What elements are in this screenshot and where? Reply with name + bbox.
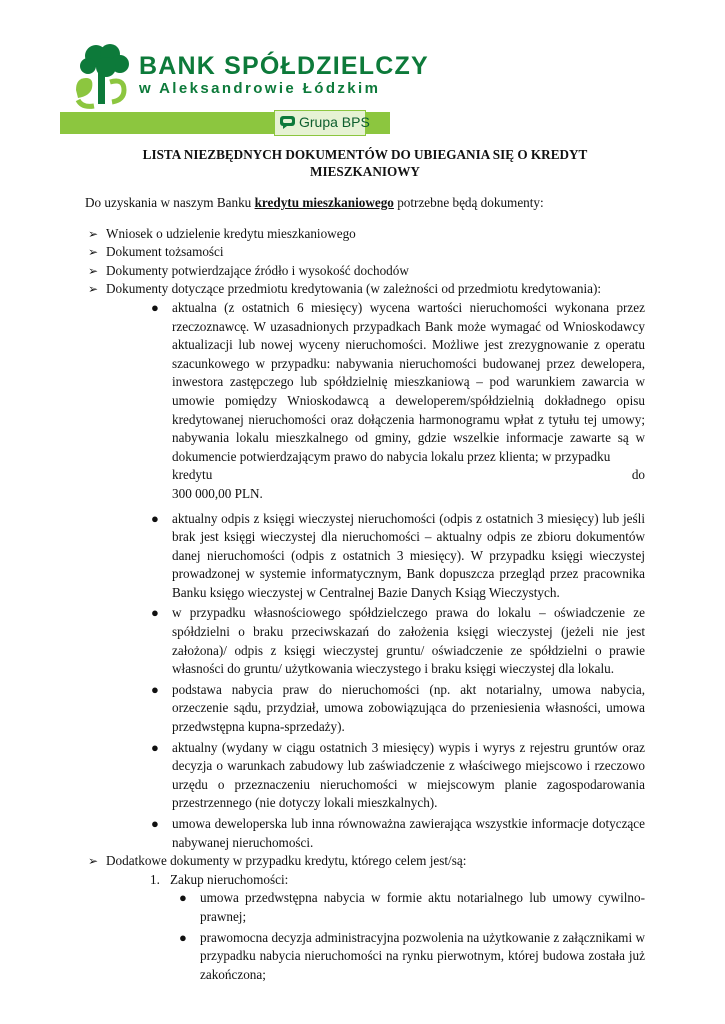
list-item: ➢ Dodatkowe dokumenty w przypadku kredytu, którego celem jest/są: 1. Zakup nieruchomości: ● umowa przedwstępna nabycia w formie aktu notarialnego lub umowy cywilno-prawnej; ● prawomocna decyzja administracyjna pozwolenia na użytkowanie z załącznikami w przypadku nabycia nieruchomości na rynku pierwotnym, której budowa została już zakończona; — [85, 852, 645, 984]
sublist-item: ● prawomocna decyzja administracyjna pozwolenia na użytkowanie z załącznikami w przypadku nabycia nieruchomości na rynku pierwotnym, której budowa została już zakończona; — [179, 929, 645, 982]
dot-bullet-icon: ● — [151, 510, 159, 526]
additional-documents-list — [106, 871, 645, 985]
sublist-item: ● aktualna (z ostatnich 6 miesięcy) wycena wartości nieruchomości wykonana przez rzeczoznawcę. W uzasadnionych przypadkach Bank może wymagać od Wnioskodawcy aktualizacji lub nowej wyceny nieruchomości. Możliwe jest zrezygnowanie z operatu szacunkowego w przypadku: nabywania nieruchomości budowanej przez dewelopera, inwestora zastępczego lub spółdzielnię mieszkaniową – pod warunkiem zawarcia w umowie pomiędzy Wnioskodawcą a deweloperem/spółdzielnią dokładnego opisu kredytowanej nieruchomości oraz dołączenia harmonogramu wpłat z tytułu tej umowy; nabywania lokalu mieszkalnego od gminy, gdzie wszelkie informacje zawarte są w dokumencie potwierdzającym prawo do nabycia lokalu przez klienta; w przypadku kredytu do 300 000,00 PLN. — [151, 299, 645, 501]
intro-paragraph: Do uzyskania w naszym Banku kredytu mieszkaniowego potrzebne będą dokumenty: — [85, 195, 544, 210]
sublist-item: ● aktualny (wydany w ciągu ostatnich 3 miesięcy) wypis i wyrys z rejestru gruntów oraz decyzja o warunkach zabudowy lub zaświadczenie z właściwego miejscowo i rzeczowo urzędu o przeznaczeniu nieruchomości w miejscowym planie zagospodarowania przestrzennego (nie dotyczy lokali mieszkalnych). — [151, 739, 645, 811]
dot-bullet-icon: ● — [151, 299, 159, 315]
sublist-item: ● umowa deweloperska lub inna równoważna zawierająca wszystkie informacje dotyczące nabywanej nieruchomości. — [151, 816, 645, 850]
dot-bullet-icon: ● — [179, 890, 187, 906]
bank-logo-tree-icon — [68, 42, 138, 112]
bank-location: w Aleksandrowie Łódzkim — [139, 80, 381, 97]
arrow-bullet-icon: ➢ — [88, 263, 99, 278]
document-title: LISTA NIEZBĘDNYCH DOKUMENTÓW DO UBIEGANIA SIĘ O KREDYT MIESZKANIOWY — [142, 147, 588, 179]
arrow-bullet-icon: ➢ — [88, 282, 99, 297]
intro-emphasis: kredytu mieszkaniowego — [254, 195, 394, 210]
purchase-documents-sublist — [170, 889, 645, 984]
dot-bullet-icon: ● — [151, 605, 159, 621]
required-documents-list — [85, 225, 645, 985]
arrow-bullet-icon: ➢ — [88, 854, 99, 869]
dot-bullet-icon: ● — [151, 816, 159, 831]
sublist-item: ● podstawa nabycia praw do nieruchomości (np. akt notarialny, umowa nabycia, orzeczenie sądu, przydział, umowa zobowiązująca do przeniesienia własności, umowa przedwstępna kupna-sprzedaży). — [151, 681, 645, 735]
group-bps-badge — [274, 110, 370, 136]
list-item: ➢ Dokument tożsamości — [85, 243, 645, 262]
list-item: ➢ Wniosek o udzielenie kredytu mieszkaniowego — [85, 225, 645, 244]
group-label: Grupa BPS — [299, 114, 370, 130]
numbered-item: 1. Zakup nieruchomości: ● umowa przedwstępna nabycia w formie aktu notarialnego lub umowy cywilno-prawnej; ● prawomocna decyzja administracyjna pozwolenia na użytkowanie z załącznikami w przypadku nabycia nieruchomości na rynku pierwotnym, której budowa została już zakończona; — [170, 871, 645, 985]
speech-bubble-icon — [279, 115, 296, 130]
arrow-bullet-icon: ➢ — [88, 245, 99, 260]
sublist-item: ● umowa przedwstępna nabycia w formie aktu notarialnego lub umowy cywilno-prawnej; — [179, 890, 645, 924]
sublist-item: ● w przypadku własnościowego spółdzielczego prawa do lokalu – oświadczenie ze spółdzielni o braku przeciwskazań do założenia księgi wieczystej (jeżeli nie jest założona)/ odpis z księgi wieczystej gruntu/ oświadczenie ze spółdzielni o prawie własności do gruntu/ użytkowania wieczystego i braku księgi wieczystej dla lokalu. — [151, 605, 645, 677]
dot-bullet-icon: ● — [151, 681, 159, 697]
bank-name: BANK SPÓŁDZIELCZY — [139, 52, 429, 80]
arrow-bullet-icon: ➢ — [88, 226, 99, 241]
sublist-item: ● aktualny odpis z księgi wieczystej nieruchomości (odpis z ostatnich 3 miesięcy) lub jeśli brak jest księgi wieczystej dla nieruchomości – aktualny odpis ze zbioru dokumentów danej nieruchomości (odpis z ostatnich 3 miesięcy). W przypadku księgi wieczystej prowadzonej w systemie informatycznym, Bank dopuszcza przegląd przez pracownika Banku księgo wieczystej w Centralnej Bazie Danych Ksiąg Wieczystych. — [151, 510, 645, 600]
list-item: ➢ Dokumenty dotyczące przedmiotu kredytowania (w zależności od przedmiotu kredytowania): ● aktualna (z ostatnich 6 miesięcy) wycena wartości nieruchomości wykonana przez rzeczoznawcę. W uzasadnionych przypadkach Bank może wymagać od Wnioskodawcy aktualizacji lub nowej wyceny nieruchomości. Możliwe jest zrezygnowanie z operatu szacunkowego w przypadku: nabywania nieruchomości budowanej przez dewelopera, inwestora zastępczego lub spółdzielnię mieszkaniową – pod warunkiem zawarcia w umowie pomiędzy Wnioskodawcą a deweloperem/spółdzielnią dokładnego opisu kredytowanej nieruchomości oraz dołączenia harmonogramu wpłat z tytułu tej umowy; nabywania lokalu mieszkalnego od gminy, gdzie wszelkie informacje zawarte są w dokumencie potwierdzającym prawo do nabycia lokalu przez klienta; w przypadku kredytu do 300 000,00 PLN. ● aktualny odpis z księgi wieczystej nieruchomości (odpis z ostatnich 3 miesięcy) lub jeśli brak jest księgi wieczystej dla nieruchomości – aktualny odpis ze zbioru dokumentów danej nieruchomości (odpis z ostatnich 3 miesięcy). W przypadku księgi wieczystej prowadzonej w systemie informatycznym, Bank dopuszcza przegląd przez pracownika Banku księgo wieczystej w Centralnej Bazie Danych Ksiąg Wieczystych. ● w przypadku własnościowego spółdzielczego prawa do lokalu – oświadczenie ze spółdzielni o braku przeciwskazań do założenia księgi wieczystej (jeżeli nie jest założona)/ odpis z księgi wieczystej gruntu/ oświadczenie ze spółdzielni o prawie własności do gruntu/ użytkowania wieczystego i braku księgi wieczystej dla lokalu. ● podstawa nabycia praw do nieruchomości (np. akt notarialny, umowa nabycia, orzeczenie sądu, przydział, umowa zobowiązująca do przeniesienia własności, umowa przedwstępna kupna-sprzedaży). ● aktualny (wydany w ciągu ostatnich 3 miesięcy) wypis i wyrys z rejestru gruntów oraz decyzja o warunkach zabudowy lub zaświadczenie z właściwego miejscowo i rzeczowo urzędu o przeznaczeniu nieruchomości w miejscowym planie zagospodarowania przestrzennego (nie dotyczy lokali mieszkalnych). ● umowa deweloperska lub inna równoważna zawierająca wszystkie informacje dotyczące nabywanej nieruchomości. — [85, 280, 645, 852]
document-body — [85, 146, 645, 986]
list-item: ➢ Dokumenty potwierdzające źródło i wysokość dochodów — [85, 262, 645, 281]
property-documents-sublist — [106, 299, 645, 852]
dot-bullet-icon: ● — [151, 739, 159, 755]
dot-bullet-icon: ● — [179, 929, 187, 945]
